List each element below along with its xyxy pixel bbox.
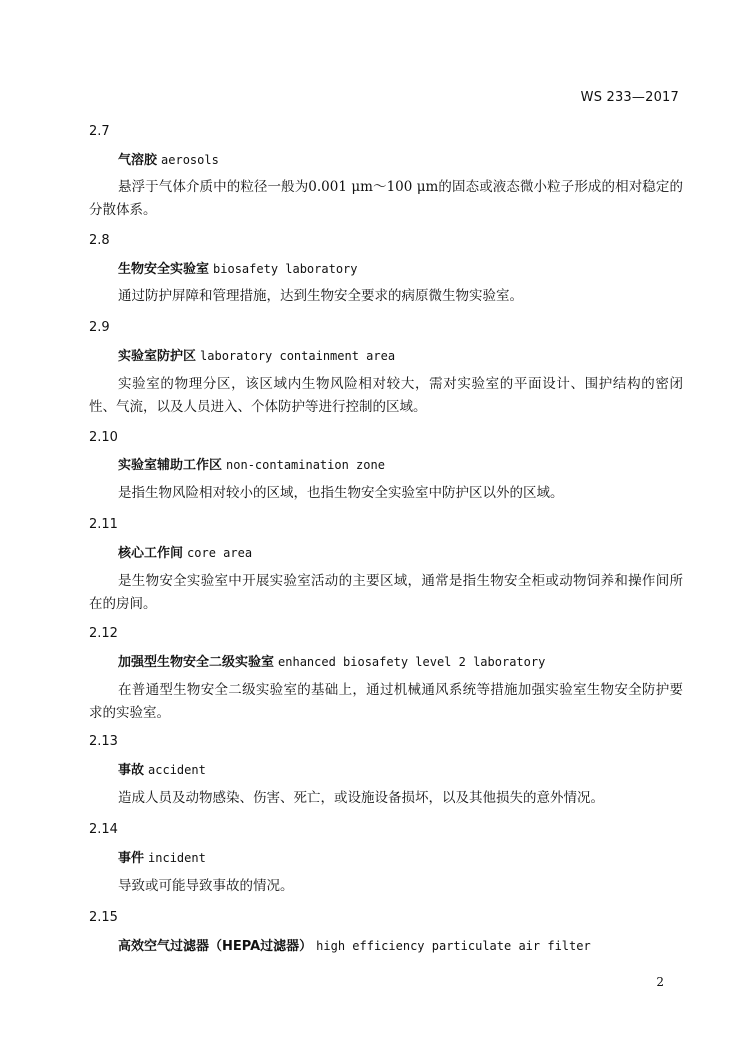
- entry-number: 2.9: [89, 320, 110, 335]
- term-chinese: 气溶胶: [118, 153, 158, 168]
- term-heading: [118, 261, 358, 278]
- term-definition: 实验室的物理分区，该区域内生物风险相对较大，需对实验室的平面设计、围护结构的密闭性、气流，以及人员进入、个体防护等进行控制的区域。: [89, 376, 683, 415]
- entry-number: 2.12: [89, 626, 118, 641]
- term-chinese: 实验室辅助工作区: [118, 458, 223, 473]
- entry-number: 2.8: [89, 233, 110, 248]
- entry-number: 2.11: [89, 517, 118, 532]
- term-definition: 通过防护屏障和管理措施，达到生物安全要求的病原微生物实验室。: [118, 288, 523, 304]
- term-heading: [118, 938, 591, 955]
- term-english: biosafety laboratory: [213, 262, 358, 276]
- term-definition: 造成人员及动物感染、伤害、死亡，或设施设备损坏，以及其他损失的意外情况。: [118, 790, 604, 806]
- term-heading: [118, 152, 219, 169]
- term-chinese: 事故: [118, 763, 145, 778]
- term-heading: [118, 762, 206, 779]
- term-chinese: 高效空气过滤器（HEPA过滤器）: [118, 939, 313, 954]
- term-english: high efficiency particulate air filter: [316, 939, 591, 953]
- standard-code-header: WS 233—2017: [580, 90, 679, 105]
- entry-number: 2.7: [89, 124, 110, 139]
- term-heading: [118, 545, 252, 562]
- term-definition: 导致或可能导致事故的情况。: [118, 878, 294, 894]
- term-heading: [118, 654, 545, 671]
- term-english: core area: [187, 546, 253, 560]
- entry-number: 2.10: [89, 430, 118, 445]
- term-english: non-contamination zone: [226, 458, 385, 472]
- term-definition: 是指生物风险相对较小的区域，也指生物安全实验室中防护区以外的区域。: [118, 485, 564, 501]
- term-english: accident: [148, 763, 206, 777]
- term-definition: 在普通型生物安全二级实验室的基础上，通过机械通风系统等措施加强实验室生物安全防护要求的实验室。: [89, 682, 683, 721]
- term-chinese: 加强型生物安全二级实验室: [118, 655, 275, 670]
- term-heading: [118, 348, 395, 365]
- page-number: 2: [656, 975, 664, 989]
- term-heading: [118, 457, 385, 474]
- term-english: enhanced biosafety level 2 laboratory: [278, 655, 546, 669]
- term-definition: 是生物安全实验室中开展实验室活动的主要区域，通常是指生物安全柜或动物饲养和操作间所在的房间。: [89, 573, 683, 612]
- term-chinese: 生物安全实验室: [118, 262, 210, 277]
- term-english: aerosols: [161, 153, 219, 167]
- term-chinese: 核心工作间: [118, 546, 184, 561]
- entry-number: 2.13: [89, 734, 118, 749]
- entry-number: 2.15: [89, 910, 118, 925]
- term-heading: [118, 850, 206, 867]
- entry-number: 2.14: [89, 822, 118, 837]
- term-english: laboratory containment area: [200, 349, 396, 363]
- term-chinese: 事件: [118, 851, 145, 866]
- term-definition: 悬浮于气体介质中的粒径一般为0.001 μm～100 μm的固态或液态微小粒子形成的相对稳定的分散体系。: [89, 179, 683, 218]
- term-english: incident: [148, 851, 206, 865]
- term-chinese: 实验室防护区: [118, 349, 197, 364]
